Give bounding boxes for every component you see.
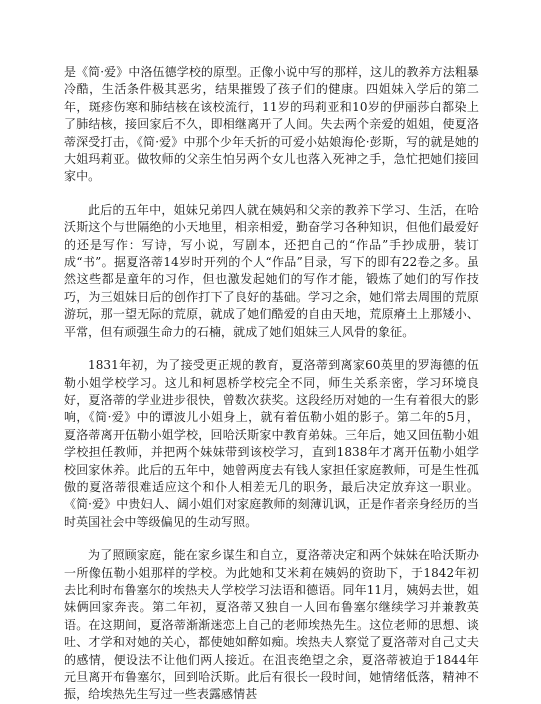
paragraph-3: 1831年初，为了接受更正规的教育，夏洛蒂到离家60英里的罗海德的伍勒小姐学校学习。这儿和柯恩桥学校完全不同，师生关系亲密，学习环境良好，夏洛蒂的学业进步很快，曾数次获奖。这段经历对她的一生有着很大的影响，《简·爱》中的谭波儿小姐身上，就有着伍勒小姐的影子。第二年的5月，夏洛蒂离开伍勒小姐学校，回哈沃斯家中教育弟妹。三年后，她又回伍勒小姐学校担任教师，并把两个妹妹带到该校学习，直到1838年才离开伍勒小姐学校回家休养。此后的五年中，她曾两度去有钱人家担任家庭教师，可是生性孤傲的夏洛蒂很难适应这个和仆人相差无几的职务，最后决定放弃这一职业。《简·爱》中贵妇人、阔小姐们对家庭教师的刻薄讥讽，正是作者亲身经历的当时英国社会中等级偏见的生动写照。 (64, 358, 479, 529)
paragraph-1: 是《简·爱》中洛伍德学校的原型。正像小说中写的那样，这儿的教养方法粗暴冷酷，生活条件极其恶劣，结果摧毁了孩子们的健康。四姐妹入学后的第二年，斑疹伤寒和肺结核在该校流行，11岁的玛莉亚和10岁的伊丽莎白都染上了肺结核，接回家后不久，即相继离开了人间。失去两个亲爱的姐姐，使夏洛蒂深受打击，《简·爱》中那个少年夭折的可爱小姑娘海伦·彭斯，写的就是她的大姐玛莉亚。做牧师的父亲生怕另两个女儿也落入死神之手，急忙把她们接回家中。 (64, 65, 479, 184)
paragraph-2: 此后的五年中，姐妹兄弟四人就在姨妈和父亲的教养下学习、生活，在哈沃斯这个与世隔绝的小天地里，相亲相爱，勤奋学习各种知识，但他们最爱好的还是写作：写诗，写小说，写剧本，还把自己的“作品”手抄成册，装订成“书”。据夏洛蒂14岁时开列的个人“作品”目录，写下的即有22卷之多。虽然这些都是童年的习作，但也激发起她们的写作才能，锻炼了她们的写作技巧，为三姐妹日后的创作打下了良好的基础。学习之余，她们常去周围的荒原游玩，那一望无际的荒原，就成了她们酷爱的自由天地，荒原瘠土上那矮小、平常，但有顽强生命力的石楠，就成了她们姐妹三人风骨的象征。 (64, 202, 479, 339)
paragraph-4: 为了照顾家庭，能在家乡谋生和自立，夏洛蒂决定和两个妹妹在哈沃斯办一所像伍勒小姐那样的学校。为此她和艾米莉在姨妈的资助下，于1842年初去比利时布鲁塞尔的埃热夫人学校学习法语和德语。同年11月，姨妈去世，姐妹俩回家奔丧。第二年初，夏洛蒂又独自一人回布鲁塞尔继续学习并兼教英语。在这期间，夏洛蒂渐渐迷恋上自己的老师埃热先生。这位老师的思想、谈吐、才学和对她的关心，都使她如醉如痴。埃热夫人察觉了夏洛蒂对自己丈夫的感情，便设法不让他们两人接近。在沮丧绝望之余，夏洛蒂被迫于1844年元旦离开布鲁塞尔，回到哈沃斯。此后有很长一段时间，她情绪低落，精神不振，给埃热先生写过一些表露感情甚 (64, 548, 479, 702)
